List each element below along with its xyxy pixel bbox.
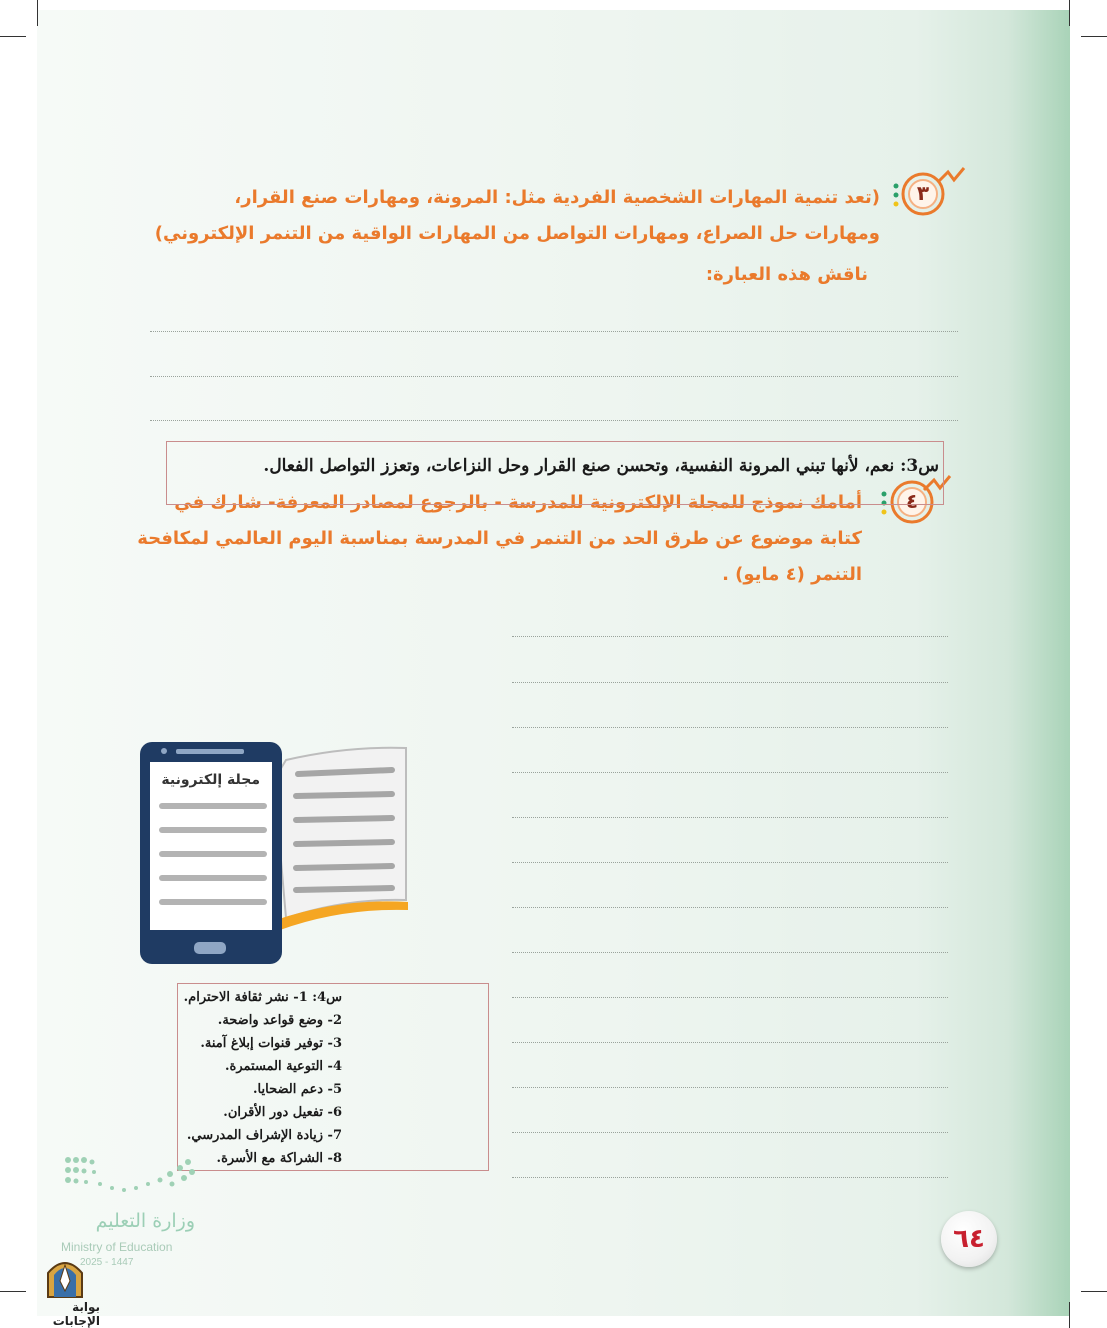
answer-4-item: 2- وضع قواعد واضحة. xyxy=(217,1013,342,1028)
answer-4-item: 6- تفعيل دور الأقران. xyxy=(223,1105,342,1120)
answer-4-item: 7- زيادة الإشراف المدرسي. xyxy=(186,1128,342,1143)
answer-line xyxy=(512,907,948,908)
answer-line xyxy=(512,636,948,637)
crop-mark xyxy=(37,0,38,26)
answer-line xyxy=(512,1132,948,1133)
answer-4-box xyxy=(177,983,489,1171)
crop-mark xyxy=(1069,1302,1070,1328)
e-magazine-illustration xyxy=(136,740,416,966)
question-3-text xyxy=(120,180,880,252)
crop-mark xyxy=(0,36,26,37)
question-3-prompt: ناقش هذه العبارة: xyxy=(705,264,868,285)
question-3-number: ٣ xyxy=(916,181,930,205)
answer-line xyxy=(512,1087,948,1088)
answer-line xyxy=(512,772,948,773)
ministry-logo xyxy=(60,1150,200,1202)
answer-line xyxy=(512,682,948,683)
ministry-name-arabic: وزارة التعليم xyxy=(95,1210,195,1232)
question-3-line-2: ومهارات حل الصراع، ومهارات التواصل من المهارات الواقية من التنمر الإلكتروني) xyxy=(154,223,880,244)
answer-3-text: س3: نعم، لأنها تبني المرونة النفسية، وتحسن صنع القرار وحل النزاعات، وتعزز التواصل الفعال. xyxy=(263,456,939,476)
question-4-number: ٤ xyxy=(905,489,919,513)
watermark-label: بوابة الإجابات xyxy=(52,1300,100,1328)
crop-mark xyxy=(1081,1291,1107,1292)
answer-line xyxy=(512,727,948,728)
answer-line xyxy=(150,376,958,377)
answer-4-item: 4- التوعية المستمرة. xyxy=(225,1059,342,1074)
question-3-badge xyxy=(888,162,968,222)
watermark-logo xyxy=(44,1255,86,1299)
answer-line xyxy=(512,952,948,953)
tablet-title: مجلة إلكترونية xyxy=(161,772,260,788)
answer-line xyxy=(512,1177,948,1178)
ministry-dots-logo-icon xyxy=(60,1150,200,1202)
pen-arch-logo-icon xyxy=(44,1255,86,1299)
answer-3-box xyxy=(166,441,944,505)
ministry-name-english: Ministry of Education xyxy=(61,1240,173,1254)
answer-line xyxy=(512,817,948,818)
answer-line xyxy=(150,420,958,421)
answer-line xyxy=(150,331,958,332)
question-4-line-2: كتابة موضوع عن طرق الحد من التنمر في المدرسة بمناسبة اليوم العالمي لمكافحة xyxy=(137,528,862,549)
question-4-line-1: أمامك نموذج للمجلة الإلكترونية للمدرسة - بالرجوع لمصادر المعرفة- شارك في xyxy=(174,492,862,513)
crop-mark xyxy=(1081,36,1107,37)
crop-mark xyxy=(1069,0,1070,26)
answer-4-item: 5- دعم الضحايا. xyxy=(253,1082,342,1097)
ministry-year: 2025 - 1447 xyxy=(80,1257,134,1268)
crop-mark xyxy=(0,1291,26,1292)
answer-line xyxy=(512,862,948,863)
answer-4-item: 3- توفير قنوات إبلاغ آمنة. xyxy=(200,1036,342,1051)
answer-line xyxy=(512,1042,948,1043)
question-3-line-1: (تعد تنمية المهارات الشخصية الفردية مثل: المرونة، ومهارات صنع القرار، xyxy=(234,187,880,208)
page-number: ٦٤ xyxy=(941,1211,997,1267)
answer-4-list xyxy=(182,986,342,1170)
answer-4-item: س4: 1- نشر ثقافة الاحترام. xyxy=(183,990,342,1005)
question-4-line-3: التنمر (٤ مايو) . xyxy=(722,564,862,585)
answer-4-item: 8- الشراكة مع الأسرة. xyxy=(216,1151,342,1166)
answer-line xyxy=(512,997,948,998)
